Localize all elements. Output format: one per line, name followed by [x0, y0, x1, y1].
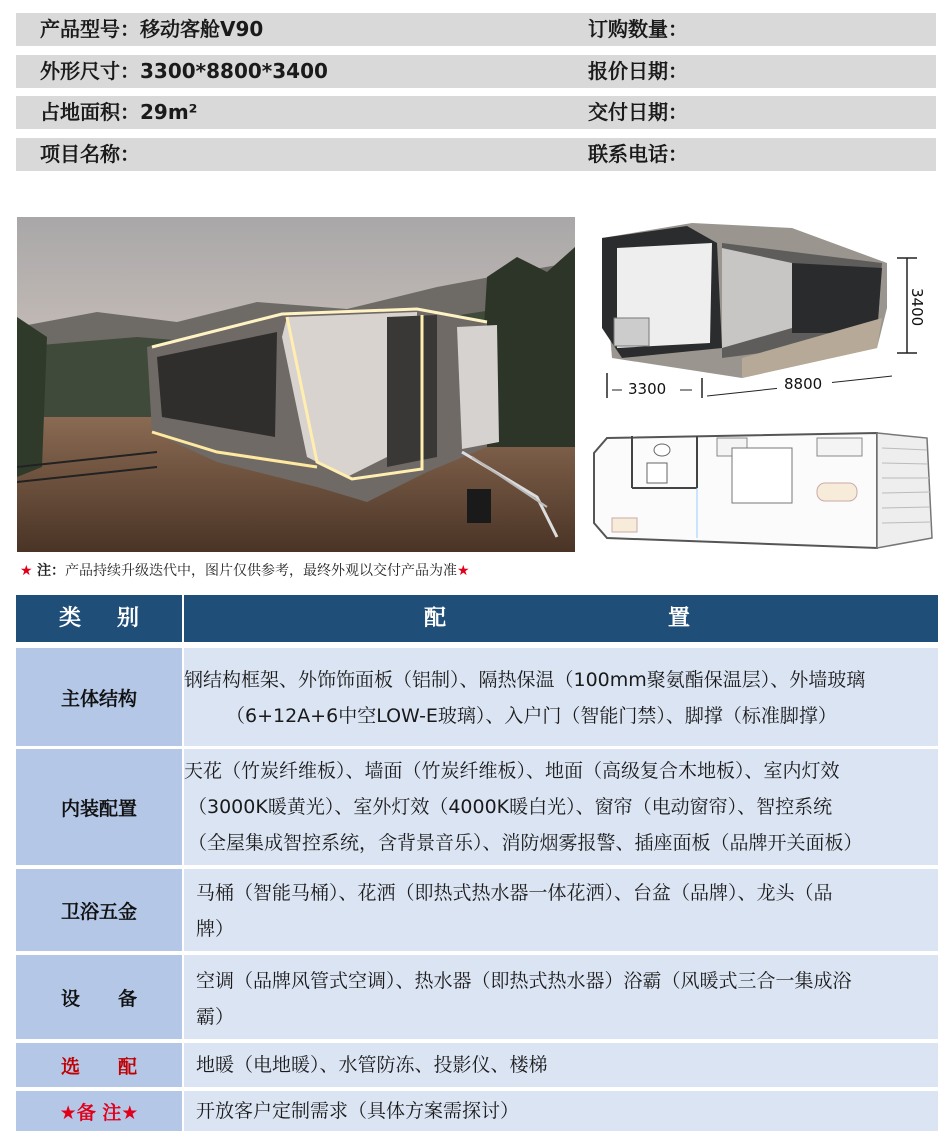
table-row — [16, 1091, 938, 1131]
table-row — [16, 749, 938, 865]
category-bathroom: 卫浴五金 — [16, 869, 182, 951]
config-line: （3000K暖黄光）、室外灯效（4000K暖白光）、窗帘（电动窗帘）、智控系统 — [188, 796, 833, 818]
config-line: 天花（竹炭纤维板）、墙面（竹炭纤维板）、地面（高级复合木地板）、室内灯效 — [184, 760, 840, 782]
dim-width-label: 3300 — [628, 380, 667, 398]
config-line: 牌） — [196, 918, 235, 940]
config-value — [184, 749, 938, 865]
config-line: 霸） — [196, 1006, 235, 1028]
info-dimensions: 外形尺寸：3300*8800*3400 — [40, 59, 328, 83]
info-floor-area: 占地面积：29m² — [40, 100, 198, 124]
info-row — [16, 96, 936, 129]
product-photo — [17, 217, 575, 552]
config-line: （全屋集成智控系统，含背景音乐）、消防烟雾报警、插座面板（品牌开关面板） — [188, 832, 863, 854]
config-line: 地暖（电地暖）、水管防冻、投影仪、楼梯 — [196, 1054, 548, 1076]
info-row — [16, 55, 936, 88]
dim-height-label: 3400 — [908, 288, 926, 327]
category-optional: 选 配 — [16, 1043, 182, 1087]
dim-length-label: 8800 — [784, 375, 823, 393]
config-line: 钢结构框架、外饰饰面板（铝制）、隔热保温（100mm聚氨酯保温层）、外墙玻璃 — [184, 669, 866, 691]
info-order-quantity: 订购数量： — [588, 17, 688, 41]
config-value — [184, 1091, 938, 1131]
table-row — [16, 869, 938, 951]
header-category: 类别 — [16, 595, 182, 642]
remarks-label: ★备 注★ — [59, 1101, 139, 1124]
star-icon: ★ — [20, 563, 33, 579]
product-render — [592, 218, 937, 398]
info-row — [16, 138, 936, 171]
config-value — [184, 869, 938, 951]
note-label: 注： — [37, 563, 66, 579]
category-interior: 内装配置 — [16, 749, 182, 865]
config-line: 马桶（智能马桶）、花洒（即热式热水器一体花洒）、台盆（品牌）、龙头（品 — [196, 882, 833, 904]
info-product-model: 产品型号：移动客舱V90 — [40, 17, 264, 41]
floor-plan — [592, 428, 937, 553]
config-value — [184, 955, 938, 1039]
info-project-name: 项目名称： — [40, 142, 140, 166]
header-config — [184, 595, 938, 642]
info-row — [16, 13, 936, 46]
star-icon: ★ — [457, 563, 470, 579]
config-line: 空调（品牌风管式空调）、热水器（即热式热水器）浴霸（风暖式三合一集成浴 — [196, 970, 852, 992]
category-remarks — [16, 1091, 182, 1131]
category-main-structure: 主体结构 — [16, 648, 182, 746]
config-value — [184, 648, 938, 746]
config-line: （6+12A+6中空LOW-E玻璃）、入户门（智能门禁）、脚撑（标准脚撑） — [226, 705, 837, 727]
info-contact-phone: 联系电话： — [588, 142, 688, 166]
disclaimer-note — [20, 560, 470, 582]
note-text: 产品持续升级迭代中，图片仅供参考，最终外观以交付产品为准 — [65, 563, 458, 579]
info-quote-date: 报价日期： — [588, 59, 688, 83]
header-config-b: 置 — [668, 606, 691, 631]
config-value — [184, 1043, 938, 1087]
header-config-a: 配 — [424, 606, 447, 631]
table-row — [16, 955, 938, 1039]
table-row — [16, 648, 938, 746]
category-equipment: 设 备 — [16, 955, 182, 1039]
table-row — [16, 1043, 938, 1087]
config-line: 开放客户定制需求（具体方案需探讨） — [196, 1100, 520, 1122]
info-delivery-date: 交付日期： — [588, 100, 688, 124]
